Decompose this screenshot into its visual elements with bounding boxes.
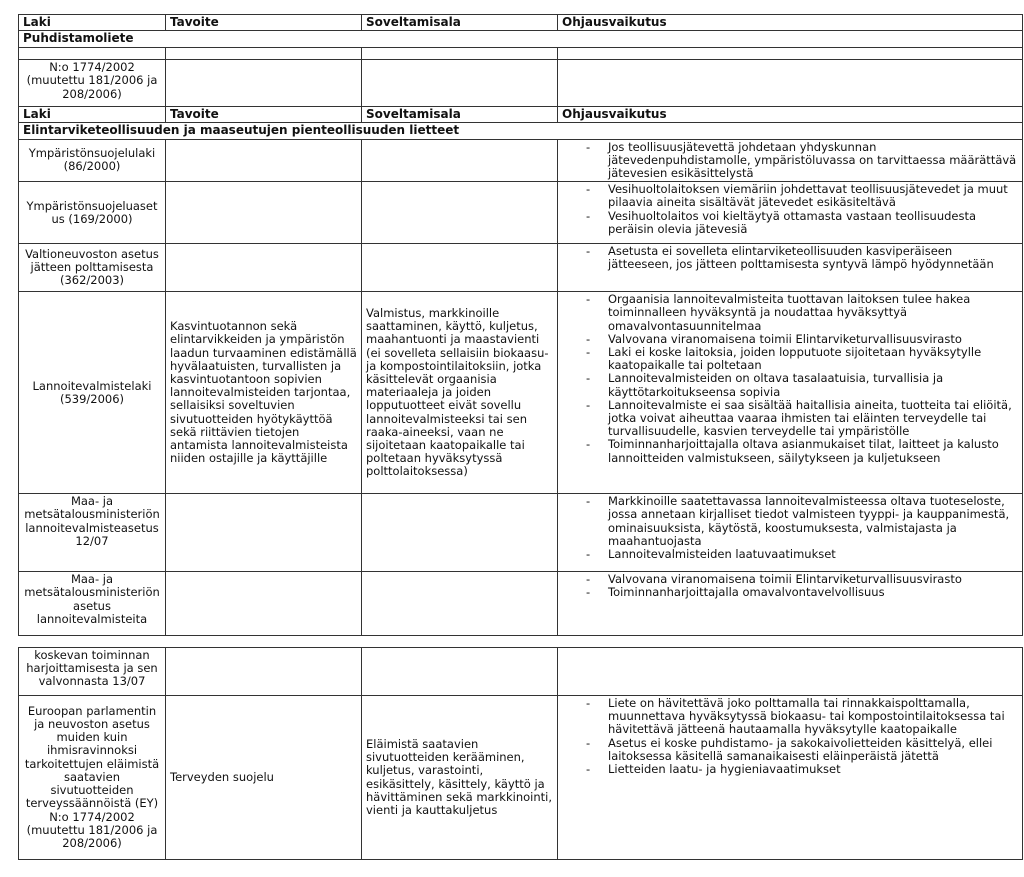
effects-cell <box>558 244 1023 292</box>
section-row <box>19 31 1023 48</box>
law-cell <box>19 648 166 696</box>
list-item: - Lannoitevalmisteiden on oltava tasalaatuisia, turvallisia ja käyttötarkoitukseensa sopivia <box>586 372 1018 398</box>
effects-cell <box>558 60 1023 107</box>
header-tavoite: Tavoite <box>166 107 362 123</box>
header-ohjausvaikutus: Ohjausvaikutus <box>558 107 1023 123</box>
goal-cell <box>166 139 362 182</box>
table-row <box>19 244 1023 292</box>
effects-list <box>562 245 1018 271</box>
table-header <box>19 15 1023 31</box>
scope-cell <box>362 648 558 696</box>
effects-cell <box>558 572 1023 636</box>
list-item: - Lietteiden laatu- ja hygieniavaatimukset <box>586 763 1018 776</box>
table-row <box>19 60 1023 107</box>
list-item: - Vesihuoltolaitos voi kieltäytyä ottamasta vastaan teollisuudesta peräisin olevia jätevesiä <box>586 210 1018 236</box>
section-title: Elintarviketeollisuuden ja maaseutujen pienteollisuuden lietteet <box>19 123 1023 139</box>
law-text: Ympäristönsuojeluaset us (169/2000) <box>26 198 158 226</box>
list-item: - Orgaanisia lannoitevalmisteita tuottavan laitoksen tulee hakea toiminnalleen hyväksyntä ja noudattaa hyväksyttyä omavalvontasuunnitelmaa <box>586 293 1018 333</box>
list-item: - Valvovana viranomaisena toimii Elintarviketurvallisuusvirasto <box>586 333 1018 346</box>
table-row <box>19 696 1023 860</box>
law-cell <box>19 182 166 244</box>
scope-cell <box>362 244 558 292</box>
effects-cell <box>558 139 1023 182</box>
effects-cell <box>558 696 1023 860</box>
spacer-row <box>19 48 1023 60</box>
law-text: Maa- ja metsätalousministeriön lannoitevalmisteasetus 12/07 <box>24 494 160 548</box>
header-soveltamisala: Soveltamisala <box>362 15 558 31</box>
effects-list <box>562 141 1018 181</box>
law-cell <box>19 60 166 107</box>
list-item: - Lannoitevalmisteiden laatuvaatimukset <box>586 548 1018 561</box>
effects-list <box>562 183 1018 236</box>
goal-cell <box>166 572 362 636</box>
effects-list <box>562 573 1018 599</box>
table-row <box>19 494 1023 572</box>
goal-cell <box>166 182 362 244</box>
effects-cell <box>558 494 1023 572</box>
law-text: Lannoitevalmistelaki (539/2006) <box>32 378 152 406</box>
header-tavoite: Tavoite <box>166 15 362 31</box>
table-row <box>19 292 1023 494</box>
list-item: - Toiminnanharjoittajalla omavalvontavelvollisuus <box>586 586 1018 599</box>
scope-cell <box>362 60 558 107</box>
goal-cell <box>166 60 362 107</box>
table-row <box>19 139 1023 182</box>
effects-list <box>562 495 1018 561</box>
law-text: Euroopan parlamentin ja neuvoston asetus muiden kuin ihmisravinnoksi tarkoitettujen eläimistä saatavien sivutuotteiden terveyssäännöistä (EY) N:o 1774/2002 (muutettu 181/2006 ja 208/2006) <box>24 703 160 850</box>
law-text: Maa- ja metsätalousministeriön asetus lannoitevalmisteita <box>24 572 160 626</box>
law-text: N:o 1774/2002 (muutettu 181/2006 ja 208/2006) <box>26 60 158 101</box>
list-item: - Lannoitevalmiste ei saa sisältää haitallisia aineita, tuotteita tai eliöitä, jotka voivat aiheuttaa vaaraa ihmisten tai eläinten terveydelle tai turvallisuudelle, kasvien terveydelle tai ympäristölle <box>586 399 1018 439</box>
list-item: - Liete on hävitettävä joko polttamalla tai rinnakkaispolttamalla, muunnettava hyväksytyssä biokaasu- tai kompostointilaitoksessa tai hävitettävä jätteenä hautaamalla hyväksytylle kaatopaikalle <box>586 697 1018 737</box>
effects-list <box>562 697 1018 776</box>
scope-cell <box>362 494 558 572</box>
list-item: - Jos teollisuusjätevettä johdetaan yhdyskunnan jätevedenpuhdistamolle, ympäristöluvassa on tarvittaessa määrättävä jätevesien esikäsittelystä <box>586 141 1018 181</box>
law-cell <box>19 244 166 292</box>
law-cell <box>19 494 166 572</box>
table-row <box>19 572 1023 636</box>
table-header <box>19 107 1023 123</box>
scope-cell <box>362 572 558 636</box>
list-item: - Asetusta ei sovelleta elintarviketeollisuuden kasviperäiseen jätteeseen, jos jätteen polttamisesta syntyvä lämpö hyödynnetään <box>586 245 1018 271</box>
scope-cell <box>362 139 558 182</box>
effects-cell <box>558 648 1023 696</box>
goal-cell <box>166 244 362 292</box>
list-item: - Markkinoille saatettavassa lannoitevalmisteessa oltava tuoteseloste, jossa annetaan kirjalliset tiedot valmisteen tyyppi- ja kauppanimestä, ominaisuuksista, käytöstä, koostumuksesta, valmistajasta ja maahantuojasta <box>586 495 1018 548</box>
law-text: Ympäristönsuojelulaki (86/2000) <box>28 146 156 174</box>
goal-cell: Terveyden suojelu <box>166 696 362 860</box>
list-item: - Asetus ei koske puhdistamo- ja sakokaivolietteiden käsittelyä, ellei laitoksessa käsitellä samanaikaisesti eläinperäistä jätettä <box>586 737 1018 763</box>
law-cell <box>19 572 166 636</box>
law-text: Valtioneuvoston asetus jätteen polttamisesta (362/2003) <box>25 246 159 288</box>
regulation-table-part2 <box>18 647 1023 860</box>
header-laki: Laki <box>19 107 166 123</box>
list-item: - Valvovana viranomaisena toimii Elintarviketurvallisuusvirasto <box>586 573 1018 586</box>
effects-cell <box>558 292 1023 494</box>
law-cell <box>19 696 166 860</box>
list-item: - Vesihuoltolaitoksen viemäriin johdettavat teollisuusjätevedet ja muut pilaavia aineita sisältävät jätevedet esikäsiteltävä <box>586 183 1018 209</box>
section-row <box>19 123 1023 139</box>
section-title: Puhdistamoliete <box>19 31 1023 48</box>
table-row <box>19 182 1023 244</box>
law-cell <box>19 292 166 494</box>
header-ohjausvaikutus: Ohjausvaikutus <box>558 15 1023 31</box>
header-soveltamisala: Soveltamisala <box>362 107 558 123</box>
effects-cell <box>558 182 1023 244</box>
scope-cell: Valmistus, markkinoille saattaminen, käyttö, kuljetus, maahantuonti ja maastavienti (ei sovelleta sellaisiin biokaasu- ja kompostointilaitoksiin, jotka käsittelevät orgaanisia materiaaleja ja joiden lopputuotteet eivät sovellu lannoitevalmisteeksi tai sen raaka-aineeksi, vaan ne sijoitetaan kaatopaikalle tai poltetaan hyväksytyssä polttolaitoksessa) <box>362 292 558 494</box>
goal-cell <box>166 648 362 696</box>
scope-cell <box>362 182 558 244</box>
law-text: koskevan toiminnan harjoittamisesta ja sen valvonnasta 13/07 <box>26 648 158 689</box>
header-laki: Laki <box>19 15 166 31</box>
goal-cell <box>166 494 362 572</box>
law-cell <box>19 139 166 182</box>
goal-cell: Kasvintuotannon sekä elintarvikkeiden ja ympäristön laadun turvaaminen edistämällä hyvälaatuisten, turvallisten ja kasvintuotantoon sopivien lannoitevalmisteiden tarjontaa, sellaisiksi soveltuvien sivutuotteiden hyötykäyttöä sekä riittävien tietojen antamista lannoitevalmisteista niiden ostajille ja käyttäjille <box>166 292 362 494</box>
effects-list <box>562 293 1018 465</box>
list-item: - Toiminnanharjoittajalla oltava asianmukaiset tilat, laitteet ja kalusto lannoitteiden valmistukseen, säilytykseen ja kuljetukseen <box>586 438 1018 464</box>
regulation-table-part1 <box>18 14 1023 636</box>
list-item: - Laki ei koske laitoksia, joiden lopputuote sijoitetaan hyväksytylle kaatopaikalle tai poltetaan <box>586 346 1018 372</box>
scope-cell: Eläimistä saatavien sivutuotteiden kerääminen, kuljetus, varastointi, esikäsittely, käsittely, käyttö ja hävittäminen sekä markkinointi, vienti ja kauttakuljetus <box>362 696 558 860</box>
table-row <box>19 648 1023 696</box>
